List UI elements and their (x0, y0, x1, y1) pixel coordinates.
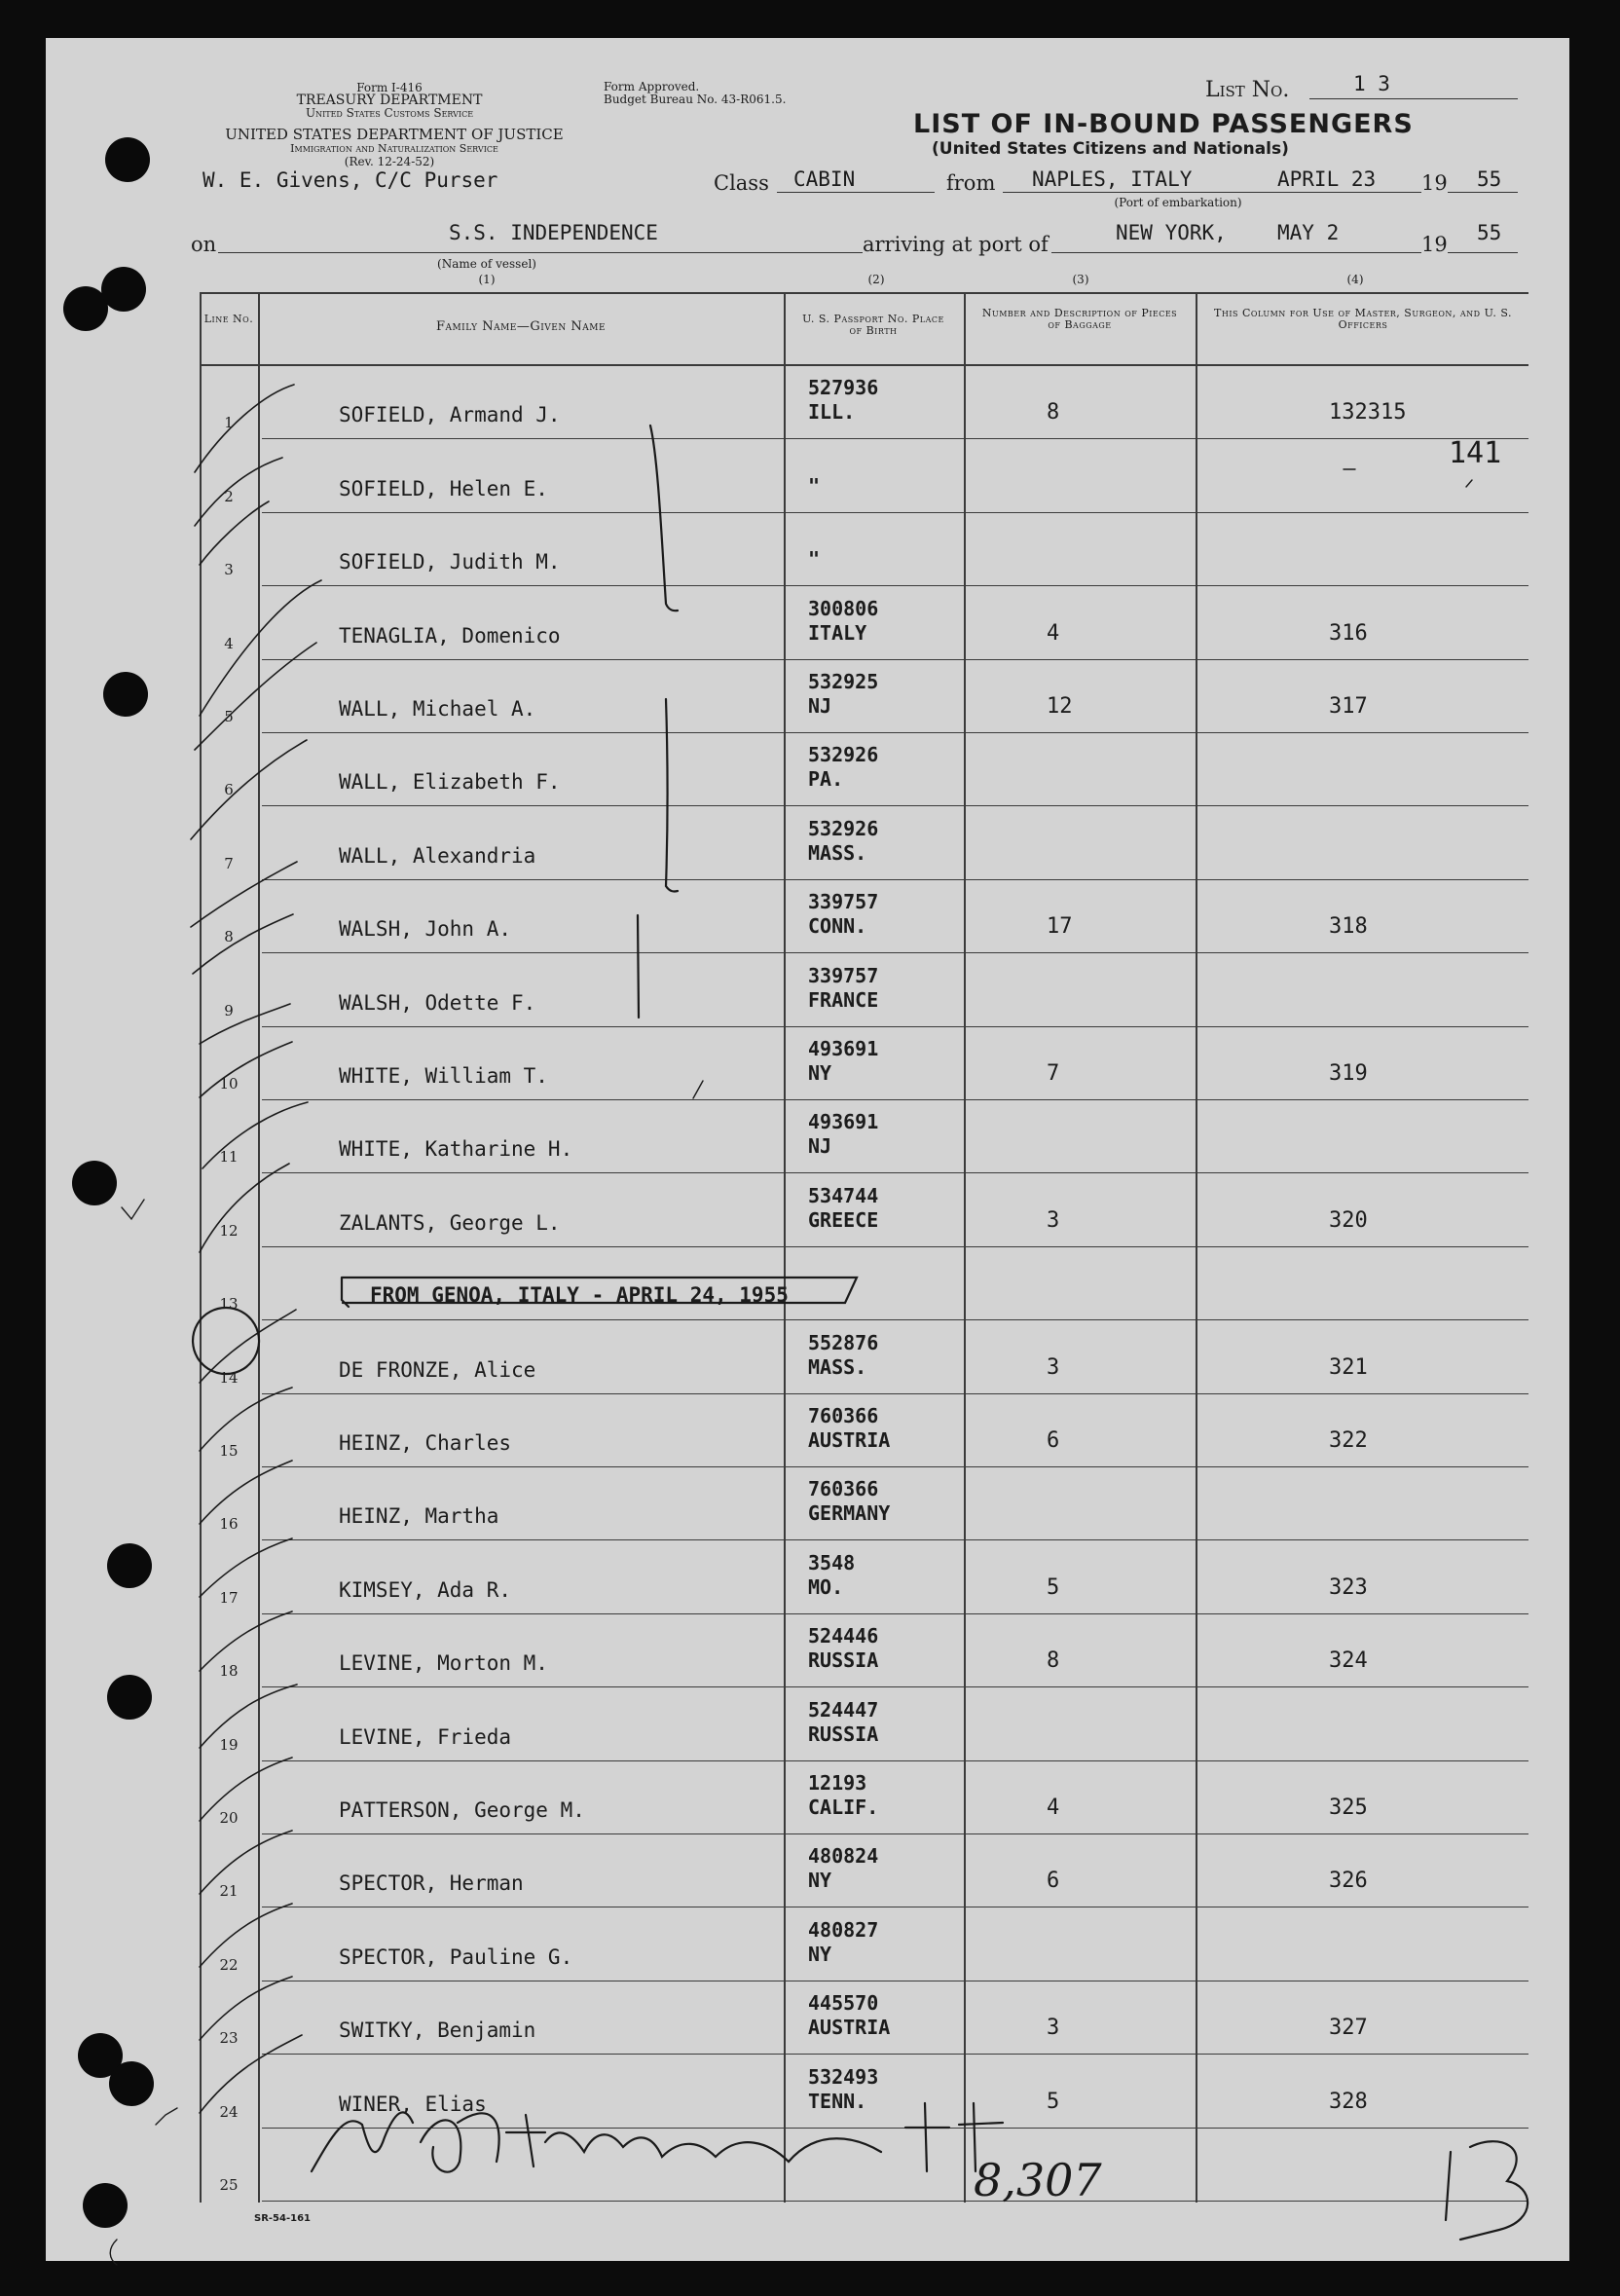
list-number: 1 3 (1353, 72, 1390, 95)
class-value: CABIN (793, 167, 856, 191)
page-subtitle: (United States Citizens and Nationals) (932, 139, 1289, 159)
passport-number: 532926 (808, 743, 879, 767)
place-of-birth: NJ (808, 694, 832, 718)
officer-number: 316 (1329, 620, 1368, 646)
column-number-4: (4) (1346, 273, 1364, 286)
passport-number: 493691 (808, 1037, 879, 1060)
passport-number: 480827 (808, 1917, 879, 1942)
passenger-name: ZALANTS, George L. (339, 1210, 561, 1235)
passenger-name: TENAGLIA, Domenico (339, 623, 561, 648)
column-number-3: (3) (1072, 273, 1089, 286)
line-number: 7 (224, 854, 234, 872)
place-of-birth: RUSSIA (808, 1648, 879, 1673)
line-number: 10 (219, 1075, 239, 1092)
arrival-date: MAY 2 (1277, 221, 1340, 244)
line-number: 8 (224, 928, 234, 946)
place-of-birth: MASS. (808, 1354, 867, 1379)
from-label: from (946, 171, 996, 195)
line-number: 15 (219, 1442, 239, 1460)
line-number: 19 (219, 1735, 239, 1754)
column-number-2: (2) (867, 273, 885, 286)
place-of-birth: GERMANY (808, 1501, 891, 1526)
passenger-name: PATTERSON, George M. (339, 1798, 585, 1822)
passenger-name: SPECTOR, Herman (339, 1871, 524, 1896)
arrival-year-prefix: 19 (1421, 233, 1448, 256)
officer-number: 326 (1329, 1869, 1368, 1894)
passenger-name: WALSH, John A. (339, 917, 512, 942)
arriving-label: arriving at port of (863, 233, 1049, 256)
place-of-birth: " (808, 547, 821, 572)
place-of-birth: NY (808, 1942, 832, 1966)
budget-bureau: Budget Bureau No. 43-R061.5. (604, 93, 787, 106)
passenger-name: HEINZ, Martha (339, 1504, 499, 1529)
baggage-count: 5 (1047, 2089, 1060, 2114)
passenger-name: WALL, Alexandria (339, 843, 536, 868)
passport-number: 339757 (808, 963, 879, 987)
check-marks (191, 385, 321, 2113)
arrival-port: NEW YORK, (1116, 221, 1227, 244)
officer-number: 323 (1329, 1574, 1368, 1600)
page-title: LIST OF IN-BOUND PASSENGERS (913, 109, 1414, 139)
place-of-birth: ILL. (808, 400, 856, 425)
baggage-count: 5 (1047, 1574, 1060, 1600)
place-of-birth: PA. (808, 767, 844, 792)
place-of-birth: TENN. (808, 2089, 867, 2113)
place-of-birth: " (808, 473, 821, 498)
officer-number: 321 (1329, 1354, 1368, 1380)
passport-number: 534744 (808, 1183, 879, 1207)
passenger-name: SOFIELD, Judith M. (339, 550, 561, 574)
margin-total: 141 (1449, 436, 1502, 470)
place-of-birth: NY (808, 1869, 832, 1893)
baggage-count: 6 (1047, 1869, 1060, 1894)
passenger-name: WHITE, William T. (339, 1064, 548, 1088)
passenger-name: HEINZ, Charles (339, 1431, 512, 1455)
year-prefix: 19 (1421, 171, 1448, 195)
officer-number: 132315 (1329, 400, 1407, 426)
embark-date: APRIL 23 (1277, 167, 1377, 191)
line-number: 14 (219, 1368, 239, 1387)
place-of-birth: NY (808, 1061, 832, 1085)
passenger-name: WALL, Elizabeth F. (339, 770, 561, 795)
place-of-birth: ITALY (808, 620, 867, 645)
passport-number: 760366 (808, 1404, 879, 1427)
treasury-heading: TREASURY DEPARTMENT (296, 93, 483, 108)
bottom-signature (312, 2103, 1003, 2172)
passport-number: 480824 (808, 1844, 879, 1869)
baggage-count: 8 (1047, 400, 1060, 426)
place-of-birth: AUSTRIA (808, 2016, 891, 2040)
col-header-line-no: Line No. (203, 313, 254, 325)
passport-number: 524447 (808, 1697, 879, 1722)
bracket-walsh (638, 915, 639, 1018)
passport-number: 300806 (808, 596, 879, 620)
passenger-name: LEVINE, Frieda (339, 1724, 512, 1749)
line-number: 16 (219, 1515, 239, 1534)
baggage-count: 3 (1047, 1354, 1060, 1380)
form-approved: Form Approved. (604, 80, 700, 93)
corner-thirteen (1446, 2141, 1528, 2240)
embark-port: NAPLES, ITALY (1032, 167, 1193, 191)
officer-number: 317 (1329, 694, 1368, 719)
col-header-name: Family Name—Given Name (435, 319, 607, 334)
line-13-circle (193, 1308, 259, 1374)
line-number: 17 (219, 1588, 239, 1607)
port-embark-caption: (Port of embarkation) (1114, 196, 1242, 209)
passenger-name: KIMSEY, Ada R. (339, 1577, 512, 1602)
passport-number: 760366 (808, 1477, 879, 1501)
officer-number: 319 (1329, 1061, 1368, 1086)
baggage-count: 3 (1047, 1207, 1060, 1233)
col-header-passport: U. S. Passport No. Place of Birth (802, 313, 944, 337)
officer-number: 318 (1329, 914, 1368, 940)
passenger-name: SOFIELD, Helen E. (339, 476, 548, 500)
officer-number: 327 (1329, 2016, 1368, 2041)
col-header-baggage: Number and Description of Pieces of Baggage (981, 307, 1178, 331)
list-no-label: List No. (1205, 78, 1290, 102)
passport-number: 493691 (808, 1110, 879, 1134)
line-number: 3 (224, 561, 234, 579)
line-number: 12 (219, 1221, 239, 1240)
ins-heading: Immigration and Naturalization Service (290, 142, 498, 155)
place-of-birth: CALIF. (808, 1796, 879, 1819)
passenger-name: SPECTOR, Pauline G. (339, 1944, 573, 1969)
on-label: on (191, 233, 217, 256)
passenger-name: WALSH, Odette F. (339, 990, 536, 1015)
passport-number: 3548 (808, 1550, 856, 1574)
embark-year: 55 (1477, 167, 1502, 191)
line-number: 20 (219, 1809, 239, 1827)
line-number: 4 (224, 634, 234, 652)
col-header-officers: This Column for Use of Master, Surgeon, and U. S. Officers (1214, 307, 1512, 331)
passenger-name: LEVINE, Morton M. (339, 1651, 548, 1676)
place-of-birth: RUSSIA (808, 1722, 879, 1746)
line-number: 23 (219, 2029, 239, 2048)
baggage-count: 3 (1047, 2016, 1060, 2041)
passport-number: 527936 (808, 376, 879, 400)
vessel-caption: (Name of vessel) (437, 257, 536, 271)
line-number: 11 (219, 1148, 239, 1167)
line-number: 2 (224, 487, 234, 505)
line-number: 1 (224, 414, 234, 432)
baggage-count: 7 (1047, 1061, 1060, 1086)
passport-number: 552876 (808, 1330, 879, 1354)
line-number: 9 (224, 1001, 234, 1019)
place-of-birth: NJ (808, 1134, 832, 1159)
place-of-birth: FRANCE (808, 987, 879, 1012)
bracket-wall (666, 699, 678, 891)
officer-number: 320 (1329, 1207, 1368, 1233)
passport-number: 339757 (808, 890, 879, 914)
line-number: 21 (219, 1882, 239, 1901)
revision-date: (Rev. 12-24-52) (344, 155, 435, 168)
passport-number: 532926 (808, 816, 879, 840)
passenger-name: SWITKY, Benjamin (339, 2018, 536, 2043)
passenger-name: SOFIELD, Armand J. (339, 403, 561, 427)
margin-stray-marks (693, 469, 1472, 1098)
baggage-count: 17 (1047, 914, 1073, 940)
customs-heading: United States Customs Service (305, 106, 474, 120)
footer-code: SR-54-161 (254, 2213, 311, 2224)
place-of-birth: MO. (808, 1574, 844, 1599)
column-number-1: (1) (478, 273, 496, 286)
purser-name: W. E. Givens, C/C Purser (202, 168, 498, 192)
justice-heading: UNITED STATES DEPARTMENT OF JUSTICE (225, 126, 564, 143)
place-of-birth: AUSTRIA (808, 1428, 891, 1452)
baggage-count: 8 (1047, 1648, 1060, 1674)
line-number: 25 (219, 2176, 239, 2194)
class-label: Class (714, 171, 769, 195)
line-number: 13 (219, 1295, 239, 1314)
bottom-note: 8,307 (974, 2154, 1102, 2206)
passport-number: 445570 (808, 1991, 879, 2016)
baggage-count: 12 (1047, 694, 1073, 719)
officer-number: 324 (1329, 1648, 1368, 1674)
line-number: 22 (219, 1955, 239, 1974)
section-marker-open (342, 1278, 857, 1307)
place-of-birth: GREECE (808, 1207, 879, 1232)
line-number: 6 (224, 781, 234, 799)
officer-number: 325 (1329, 1796, 1368, 1820)
place-of-birth: MASS. (808, 840, 867, 865)
passenger-name: WHITE, Katharine H. (339, 1137, 573, 1162)
baggage-count: 4 (1047, 1796, 1060, 1820)
passenger-name: DE FRONZE, Alice (339, 1357, 536, 1382)
baggage-count: 4 (1047, 620, 1060, 646)
line-number: 24 (219, 2102, 239, 2121)
baggage-count: 6 (1047, 1428, 1060, 1453)
arrival-year: 55 (1477, 221, 1502, 244)
officer-number: 322 (1329, 1428, 1368, 1453)
bracket-sofield (650, 426, 678, 611)
place-of-birth: CONN. (808, 914, 867, 939)
passenger-name: WALL, Michael A. (339, 697, 536, 721)
officer-number: 328 (1329, 2089, 1368, 2114)
passport-number: 12193 (808, 1771, 867, 1795)
form-number: Form I-416 (356, 81, 423, 94)
passport-number: 532925 (808, 670, 879, 693)
line-number: 18 (219, 1662, 239, 1681)
passport-number: 524446 (808, 1624, 879, 1648)
line-number: 5 (224, 708, 234, 725)
vessel-name: S.S. INDEPENDENCE (449, 221, 658, 244)
section-heading: FROM GENOA, ITALY - APRIL 24, 1955 (370, 1283, 789, 1308)
margin-ticks (110, 1200, 177, 2265)
passenger-name: WINER, Elias (339, 2092, 487, 2116)
passport-number: 532493 (808, 2064, 879, 2089)
